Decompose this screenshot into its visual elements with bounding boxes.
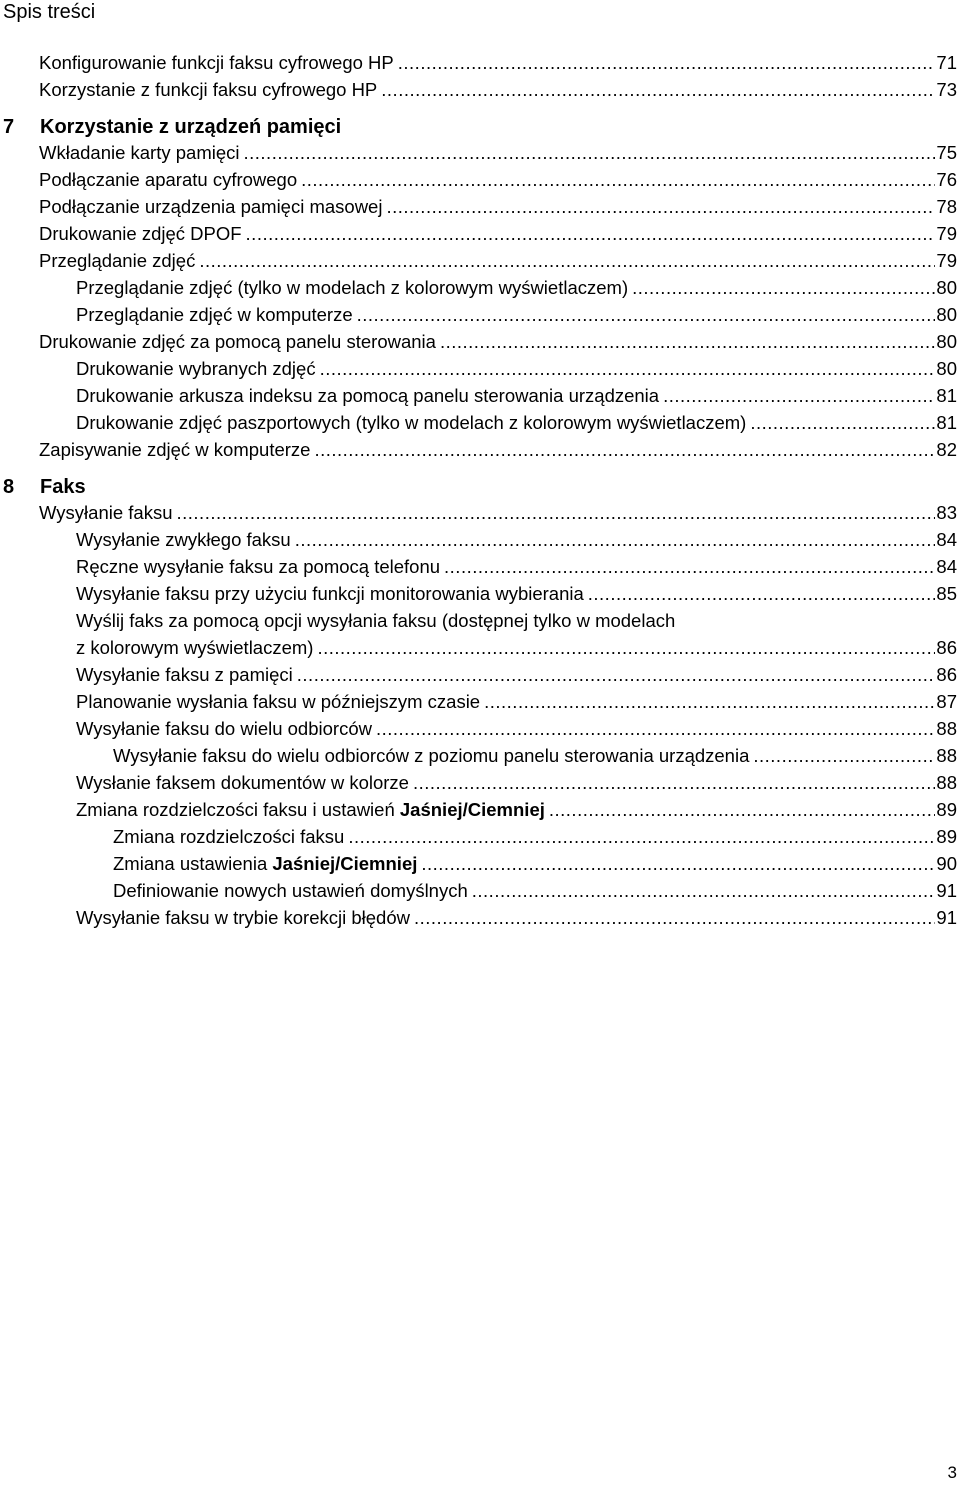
toc-entry-content — [76, 301, 957, 328]
toc-entry-content — [76, 688, 957, 715]
toc-entry-page: 79 — [936, 250, 957, 271]
toc-entry[interactable] — [0, 355, 960, 382]
toc-chapter-heading — [0, 463, 960, 499]
toc-entry[interactable] — [0, 553, 960, 580]
toc-entry-content — [113, 823, 957, 850]
toc-entry-title: Przeglądanie zdjęć w komputerze — [76, 304, 353, 325]
dot-leader — [421, 850, 935, 877]
toc-entry-page: 71 — [936, 52, 957, 73]
toc-entry[interactable] — [0, 220, 960, 247]
chapter-number: 7 — [3, 116, 15, 138]
toc-entry-content — [76, 382, 957, 409]
toc-entry[interactable] — [0, 436, 960, 463]
toc-entry-content — [39, 499, 957, 526]
toc-entry[interactable] — [0, 409, 960, 436]
toc-entry-title: Wysyłanie faksu przy użyciu funkcji monitorowania wybierania — [76, 583, 584, 604]
toc-entry-content — [76, 355, 957, 382]
toc-entry-page: 86 — [936, 664, 957, 685]
toc-entry-title: Planowanie wysłania faksu w późniejszym czasie — [76, 691, 481, 712]
toc-entry-title-bold: Jaśniej/Ciemniej — [272, 853, 418, 874]
dot-leader — [588, 580, 936, 607]
toc-entry-content — [76, 526, 957, 553]
dot-leader — [472, 877, 936, 904]
toc-entry-title: Podłączanie urządzenia pamięci masowej — [39, 196, 383, 217]
toc-entry-page: 81 — [936, 385, 957, 406]
toc-entry[interactable] — [0, 688, 960, 715]
toc-entry-title: Wysyłanie faksu do wielu odbiorców z poziomu panelu sterowania urządzenia — [113, 745, 750, 766]
dot-leader — [414, 904, 935, 931]
toc-entry-page: 80 — [936, 358, 957, 379]
toc-entry-title: Drukowanie wybranych zdjęć — [76, 358, 316, 379]
dot-leader — [246, 220, 936, 247]
toc-entry-content — [39, 76, 957, 103]
toc-entry-page: 76 — [936, 169, 957, 190]
toc-entry-content — [39, 220, 957, 247]
chapter-title: Korzystanie z urządzeń pamięci — [40, 116, 342, 138]
toc-entry-content — [113, 742, 957, 769]
toc-entry-content — [39, 166, 957, 193]
toc-entry-title: Drukowanie zdjęć paszportowych (tylko w modelach z kolorowym wyświetlaczem) — [76, 412, 747, 433]
toc-entry[interactable] — [0, 877, 960, 904]
dot-leader — [753, 742, 935, 769]
toc-entry[interactable] — [0, 499, 960, 526]
toc-entry-page: 81 — [936, 412, 957, 433]
toc-entry-page: 80 — [936, 304, 957, 325]
toc-entry[interactable] — [0, 634, 960, 661]
dot-leader — [348, 823, 935, 850]
toc-entry-line — [0, 607, 960, 634]
toc-entry-page: 83 — [936, 502, 957, 523]
toc-entry-title: Wkładanie karty pamięci — [39, 142, 240, 163]
toc-entry[interactable] — [0, 247, 960, 274]
toc-entry-page: 84 — [936, 556, 957, 577]
page-header-title: Spis treści — [3, 1, 96, 23]
toc-entry-page: 89 — [936, 799, 957, 820]
toc-entry-page: 84 — [936, 529, 957, 550]
toc-entry-title: Konfigurowanie funkcji faksu cyfrowego HP — [39, 52, 394, 73]
toc-entry-title: Drukowanie arkusza indeksu za pomocą panelu sterowania urządzenia — [76, 385, 660, 406]
toc-entry[interactable] — [0, 139, 960, 166]
toc-entry[interactable] — [0, 715, 960, 742]
toc-entry-page: 90 — [936, 853, 957, 874]
dot-leader — [357, 301, 936, 328]
toc-entry[interactable] — [0, 301, 960, 328]
toc-entry[interactable] — [0, 580, 960, 607]
dot-leader — [244, 139, 936, 166]
dot-leader — [199, 247, 935, 274]
toc-entry[interactable] — [0, 904, 960, 931]
toc-entry-content — [113, 877, 957, 904]
dot-leader — [376, 715, 935, 742]
toc-entry-title: z kolorowym wyświetlaczem) — [76, 637, 314, 658]
toc-entry-content — [76, 904, 957, 931]
toc-entry-title: Definiowanie nowych ustawień domyślnych — [113, 880, 468, 901]
dot-leader — [320, 355, 936, 382]
toc-entry[interactable] — [0, 382, 960, 409]
toc-entry-content — [76, 580, 957, 607]
dot-leader — [750, 409, 935, 436]
toc-entry-page: 73 — [936, 79, 957, 100]
dot-leader — [301, 166, 935, 193]
dot-leader — [177, 499, 936, 526]
dot-leader — [381, 76, 935, 103]
toc-entry-page: 79 — [936, 223, 957, 244]
dot-leader — [484, 688, 935, 715]
toc-entry-title: Wysyłanie zwykłego faksu — [76, 529, 291, 550]
toc-entry-title: Podłączanie aparatu cyfrowego — [39, 169, 298, 190]
toc-entry-content — [39, 247, 957, 274]
toc-entry-page: 87 — [936, 691, 957, 712]
toc-entry-page: 75 — [936, 142, 957, 163]
dot-leader — [663, 382, 935, 409]
toc-entry-title: Przeglądanie zdjęć (tylko w modelach z kolorowym wyświetlaczem) — [76, 277, 629, 298]
dot-leader — [295, 526, 936, 553]
toc-entry-content — [39, 328, 957, 355]
toc-entry[interactable] — [0, 661, 960, 688]
toc-entry-page: 88 — [936, 772, 957, 793]
toc-entry-title: Zapisywanie zdjęć w komputerze — [39, 439, 311, 460]
dot-leader — [297, 661, 936, 688]
chapter-number: 8 — [3, 476, 15, 498]
toc-entry[interactable] — [0, 742, 960, 769]
toc-entry-title: Przeglądanie zdjęć — [39, 250, 196, 271]
toc-entry-page: 86 — [936, 637, 957, 658]
toc-entry-content — [39, 193, 957, 220]
toc-entry-page: 80 — [936, 331, 957, 352]
toc-entry-page: 85 — [936, 583, 957, 604]
chapter-title: Faks — [40, 476, 86, 498]
toc-entry-title: Korzystanie z funkcji faksu cyfrowego HP — [39, 79, 378, 100]
toc-entry-title: Wysłanie faksem dokumentów w kolorze — [76, 772, 409, 793]
toc-entry-title: Zmiana rozdzielczości faksu i ustawień Jaśniej/Ciemniej — [76, 799, 545, 820]
dot-leader — [386, 193, 935, 220]
toc-entry-page: 91 — [936, 907, 957, 928]
toc-entry-page: 78 — [936, 196, 957, 217]
toc-entry-content — [76, 409, 957, 436]
toc-chapter-heading — [0, 103, 960, 139]
toc-entry-title: Wysyłanie faksu w trybie korekcji błędów — [76, 907, 410, 928]
toc-entry-title: Zmiana rozdzielczości faksu — [113, 826, 345, 847]
toc-entry-title: Ręczne wysyłanie faksu za pomocą telefonu — [76, 556, 441, 577]
toc-entry-title: Drukowanie zdjęć za pomocą panelu sterowania — [39, 331, 436, 352]
toc-entry-page: 89 — [936, 826, 957, 847]
toc-entry[interactable] — [0, 526, 960, 553]
toc-entry-content — [76, 715, 957, 742]
toc-entry-content — [76, 274, 957, 301]
toc-entry-content — [76, 661, 957, 688]
toc-entry[interactable] — [0, 274, 960, 301]
dot-leader — [549, 796, 936, 823]
toc-entry-title: Zmiana ustawienia Jaśniej/Ciemniej — [113, 853, 418, 874]
toc-entry-title: Wysyłanie faksu — [39, 502, 173, 523]
toc-entry-content — [76, 553, 957, 580]
toc-entry-title: Wysyłanie faksu z pamięci — [76, 664, 293, 685]
toc-entry[interactable] — [0, 166, 960, 193]
toc-entry-content — [76, 769, 957, 796]
dot-leader — [314, 436, 935, 463]
dot-leader — [444, 553, 935, 580]
toc-entry[interactable] — [0, 49, 960, 76]
toc-entry-content — [39, 436, 957, 463]
toc-entry-page: 88 — [936, 745, 957, 766]
toc-entry[interactable] — [0, 823, 960, 850]
dot-leader — [632, 274, 935, 301]
toc-entry[interactable] — [0, 769, 960, 796]
toc-entry-page: 80 — [936, 277, 957, 298]
toc-entry[interactable] — [0, 76, 960, 103]
toc-entry-content — [76, 796, 957, 823]
toc-entry-title: Drukowanie zdjęć DPOF — [39, 223, 242, 244]
toc-entry-content — [113, 850, 957, 877]
dot-leader — [398, 49, 936, 76]
toc-entry-title-bold: Jaśniej/Ciemniej — [399, 799, 545, 820]
toc-entry-content — [76, 634, 957, 661]
toc-entry-page: 82 — [936, 439, 957, 460]
toc-entry[interactable] — [0, 796, 960, 823]
toc-entry[interactable] — [0, 850, 960, 877]
toc-entry-content — [39, 139, 957, 166]
page-number: 3 — [947, 1463, 957, 1482]
toc-entry-page: 91 — [936, 880, 957, 901]
table-of-contents — [0, 49, 960, 931]
toc-entry[interactable] — [0, 193, 960, 220]
dot-leader — [413, 769, 935, 796]
toc-entry[interactable] — [0, 328, 960, 355]
toc-entry-title: Wysyłanie faksu do wielu odbiorców — [76, 718, 372, 739]
dot-leader — [440, 328, 935, 355]
dot-leader — [317, 634, 935, 661]
toc-entry-page: 88 — [936, 718, 957, 739]
toc-entry-content — [39, 49, 957, 76]
toc-entry-title: Wyślij faks za pomocą opcji wysyłania faksu (dostępnej tylko w modelach — [76, 610, 676, 631]
